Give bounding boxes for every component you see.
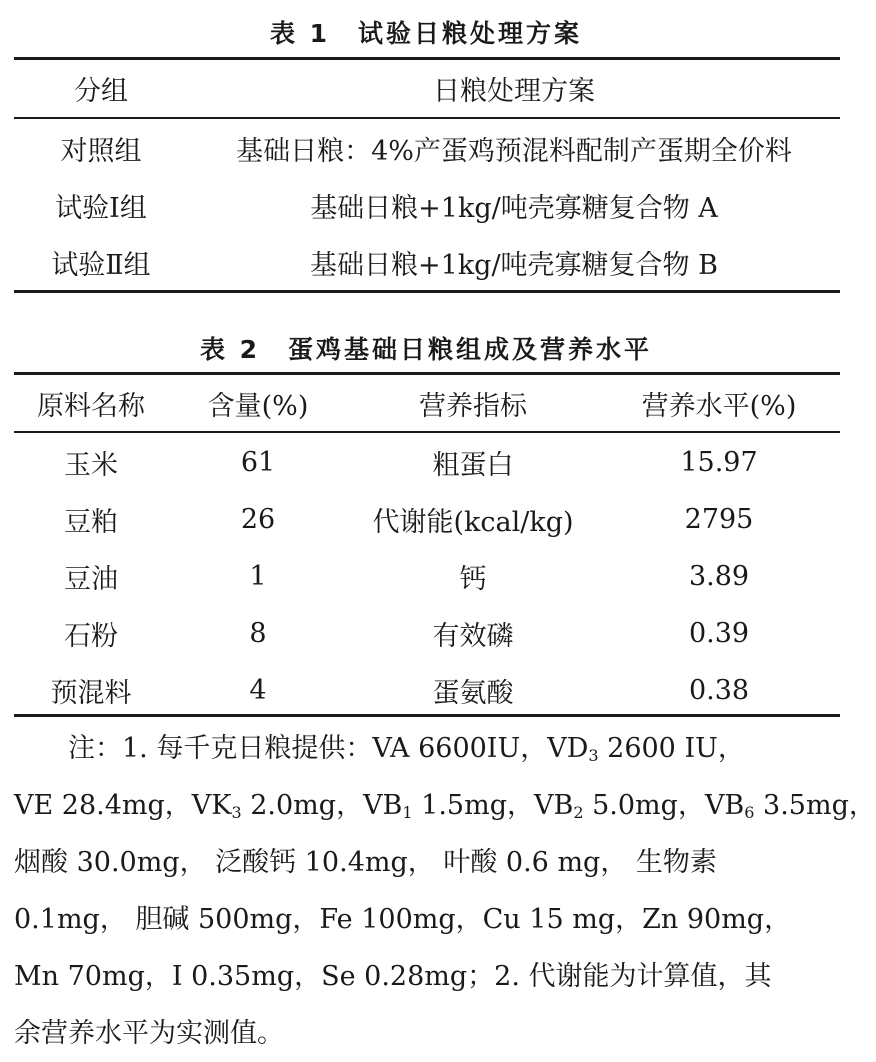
table-cell: 蛋氨酸 (432, 678, 514, 709)
table-cell: 豆油 (64, 564, 118, 595)
table-cell: 玉米 (64, 450, 118, 481)
table-cell: 豆粕 (64, 507, 118, 538)
note-line: 0.1mg， 胆碱 500mg，Fe 100mg，Cu 15 mg，Zn 90mg， (14, 904, 792, 935)
table2 (14, 375, 840, 432)
table1-title: 表 1 试验日粮处理方案 (269, 19, 583, 48)
note-subscript: 3 (231, 803, 242, 822)
note-line: 余营养水平为实测值。 (14, 1018, 284, 1049)
table-row (14, 120, 840, 177)
note-subscript: 6 (744, 803, 755, 822)
table1-body (14, 120, 840, 291)
table2-body (14, 434, 840, 719)
table-cell: 试验Ⅰ组 (55, 193, 147, 224)
table2-header-row (14, 375, 840, 432)
note-subscript: 1 (402, 803, 413, 822)
table-cell: 基础日粮+1kg/吨壳寡糖复合物 B (310, 250, 718, 281)
table-row (14, 234, 840, 291)
table-cell: 对照组 (60, 136, 142, 167)
table-cell: 61 (240, 447, 276, 478)
table2-header-cell: 营养指标 (419, 391, 527, 422)
note-subscript: 3 (588, 746, 599, 765)
table1-header-cell: 日粮处理方案 (433, 76, 595, 107)
note-line: Mn 70mg，I 0.35mg，Se 0.28mg；2. 代谢能为计算值，其 (14, 961, 772, 992)
table1-bottom-rule (14, 290, 840, 293)
table2-header-rule (14, 431, 840, 433)
note-text: 2.0mg，VB (241, 790, 403, 821)
table-cell: 8 (249, 618, 267, 649)
table-cell: 石粉 (64, 621, 118, 652)
note-text: 3.5mg， (754, 790, 876, 821)
table-cell: 2795 (684, 504, 754, 535)
table-row (14, 434, 840, 491)
table-cell: 试验Ⅱ组 (51, 250, 151, 281)
table2-header-cell: 营养水平(%) (641, 391, 797, 422)
note-text: 2600 IU， (598, 733, 745, 764)
note-text: VE 28.4mg，VK (14, 790, 232, 821)
table-cell: 0.39 (688, 618, 750, 649)
table-cell: 钙 (459, 564, 487, 595)
note-line (14, 720, 840, 777)
table-cell: 有效磷 (432, 621, 514, 652)
note-text: 1.5mg，VB (412, 790, 574, 821)
table-row (14, 548, 840, 605)
note-text: 5.0mg，VB (583, 790, 745, 821)
table-cell: 15.97 (680, 447, 758, 478)
table1 (14, 60, 840, 117)
table-cell: 代谢能(kcal/kg) (372, 507, 574, 538)
note-line (14, 777, 876, 834)
table-cell: 4 (249, 675, 267, 706)
table-cell: 基础日粮：4%产蛋鸡预混料配制产蛋期全价料 (236, 136, 792, 167)
table2-bottom-rule (14, 714, 840, 717)
table-row (14, 177, 840, 234)
table1-header-row (14, 60, 840, 117)
table-cell: 预混料 (50, 678, 132, 709)
table2-header-cell: 含量(%) (207, 391, 309, 422)
table-cell: 1 (249, 561, 267, 592)
table-row (14, 662, 840, 719)
table-row (14, 605, 840, 662)
table-cell: 基础日粮+1kg/吨壳寡糖复合物 A (310, 193, 718, 224)
note-subscript: 2 (573, 803, 584, 822)
table2-header-cell: 原料名称 (37, 391, 145, 422)
note-text: 注：1. 每千克日粮提供：VA 6600IU，VD (14, 733, 589, 764)
table-cell: 3.89 (688, 561, 750, 592)
table-cell: 26 (240, 504, 276, 535)
table1-header-rule (14, 117, 840, 119)
table-cell: 粗蛋白 (432, 450, 514, 481)
table1-header-cell: 分组 (74, 76, 128, 107)
table2-title: 表 2 蛋鸡基础日粮组成及营养水平 (199, 335, 653, 364)
table-row (14, 491, 840, 548)
note-line: 烟酸 30.0mg， 泛酸钙 10.4mg， 叶酸 0.6 mg， 生物素 (14, 847, 717, 878)
table-note (14, 720, 876, 1062)
table-cell: 0.38 (688, 675, 750, 706)
